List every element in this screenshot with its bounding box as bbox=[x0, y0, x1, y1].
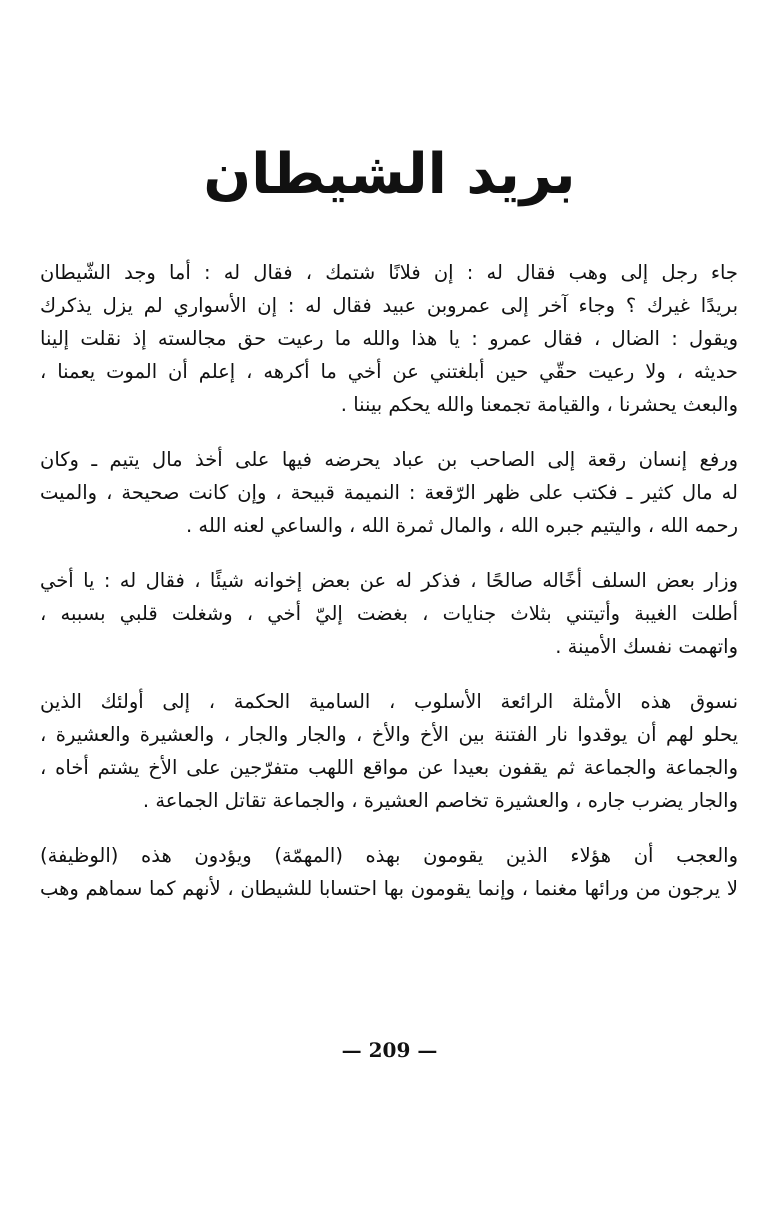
text-line: والجار يضرب جاره ، والعشيرة تخاصم العشيرة ، والجماعة تقاتل الجماعة . bbox=[142, 789, 738, 812]
text-line: يحلو لهم أن يوقدوا نار الفتنة بين الأخ والأخ ، والجار والجار ، والعشيرة والعشيرة ، bbox=[40, 723, 738, 746]
text-line: بريدًا غيرك ؟ وجاء آخر إلى عمروبن عبيد فقال له : إن الأسواري لم يزل يذكرك bbox=[40, 294, 738, 317]
paragraph-2 bbox=[40, 443, 738, 542]
text-line: واتهمت نفسك الأمينة . bbox=[555, 635, 738, 658]
paragraph-5 bbox=[40, 839, 738, 905]
text-line: والعجب أن هؤلاء الذين يقومون بهذه (المهمّة) ويؤدون هذه (الوظيفة) bbox=[40, 844, 738, 867]
text-line: ورفع إنسان رقعة إلى الصاحب بن عباد يحرضه فيها على أخذ مال يتيم ـ وكان bbox=[40, 448, 738, 471]
body-text bbox=[40, 256, 738, 927]
text-line: وزار بعض السلف أخًاله صالحًا ، فذكر له عن بعض إخوانه شيئًا ، فقال له : يا أخي bbox=[40, 569, 738, 592]
text-line: حديثه ، ولا رعيت حقّي حين أبلغتني عن أخي ما أكرهه ، إعلم أن الموت يعمنا ، bbox=[40, 360, 738, 383]
page-number: — 209 — bbox=[341, 1038, 438, 1062]
paragraph-4 bbox=[40, 685, 738, 817]
text-line: والبعث يحشرنا ، والقيامة تجمعنا والله يحكم بيننا . bbox=[340, 393, 738, 416]
text-line: ويقول : الضال ، فقال عمرو : يا هذا والله ما رعيت حق مجالسته إذ نقلت إلينا bbox=[40, 327, 738, 350]
text-line: جاء رجل إلى وهب فقال له : إن فلانًا شتمك ، فقال له : أما وجد الشّيطان bbox=[40, 261, 738, 284]
text-line: رحمه الله ، واليتيم جبره الله ، والمال ثمرة الله ، والساعي لعنه الله . bbox=[186, 514, 738, 537]
text-line: والجماعة والجماعة ثم يقفون بعيدا عن مواقع اللهب متفرّجين على الأخ يشتم أخاه ، bbox=[40, 756, 738, 779]
chapter-title: بريد الشيطان bbox=[203, 142, 576, 207]
paragraph-1 bbox=[40, 256, 738, 421]
paragraph-3 bbox=[40, 564, 738, 663]
text-line: أطلت الغيبة وأتيتني بثلاث جنايات ، بغضت إليّ أخي ، وشغلت قلبي بسببه ، bbox=[40, 602, 738, 625]
text-line: له مال كثير ـ فكتب على ظهر الرّقعة : النميمة قبيحة ، وإن كانت صحيحة ، والميت bbox=[40, 481, 738, 504]
text-line: نسوق هذه الأمثلة الرائعة الأسلوب ، السامية الحكمة ، إلى أولئك الذين bbox=[40, 690, 738, 713]
text-line: لا يرجون من ورائها مغنما ، وإنما يقومون بها احتسابا للشيطان ، لأنهم كما سماهم وهب bbox=[40, 877, 738, 900]
